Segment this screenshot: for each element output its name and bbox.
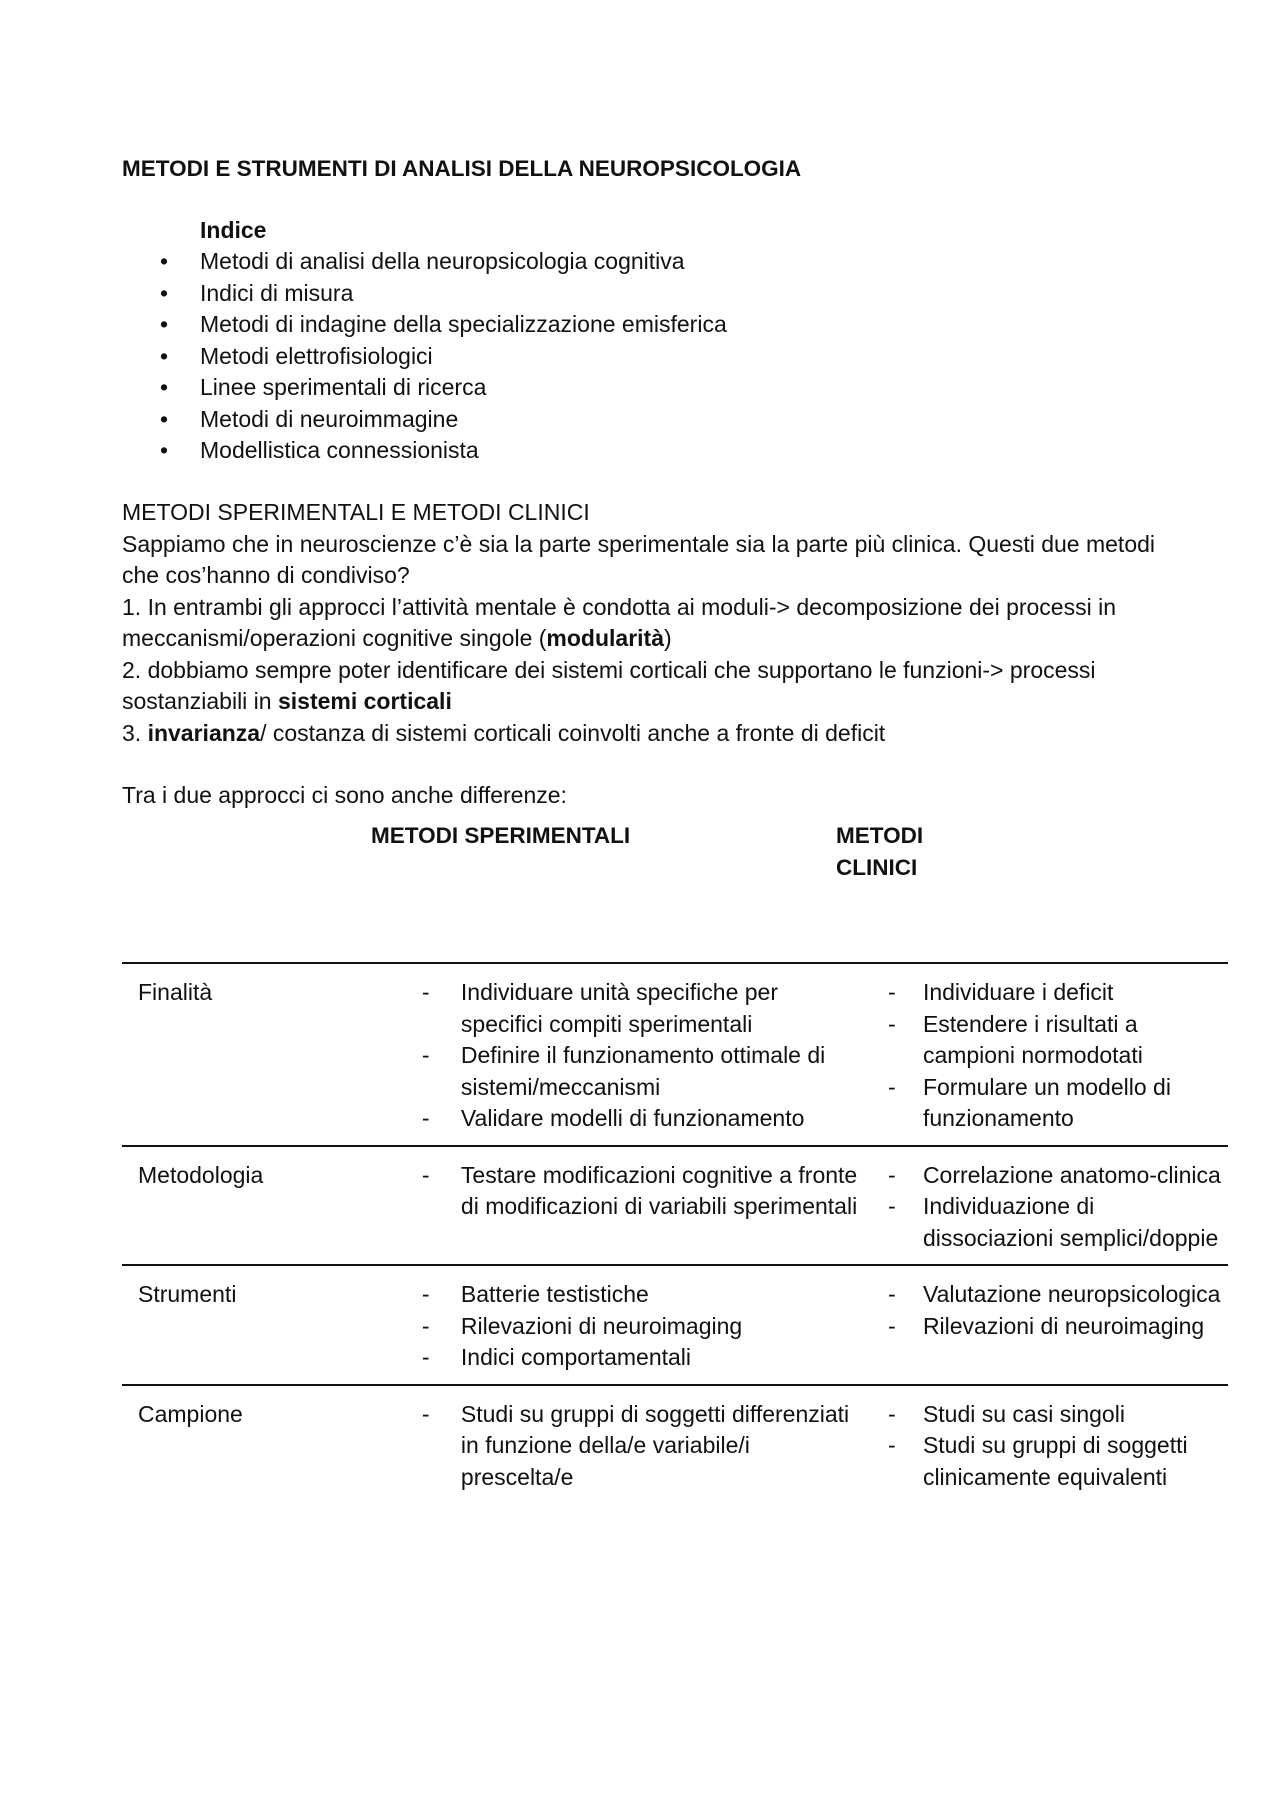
dash-icon: - — [887, 1161, 896, 1188]
point-3-prefix: 3. — [122, 719, 148, 746]
section-methods — [122, 497, 1182, 749]
table-row — [122, 963, 1228, 1146]
row-label: Strumenti — [122, 1265, 400, 1385]
bullet-icon: • — [160, 279, 169, 306]
point-1-keyword: modularità — [546, 625, 664, 651]
clinical-cell — [860, 1146, 1228, 1266]
bullet-icon: • — [160, 311, 169, 337]
list-item-text: Individuare unità specifiche per specifici compiti sperimentali — [460, 979, 778, 1037]
clinical-cell — [860, 963, 1228, 1146]
list-item-text: Testare modificazioni cognitive a fronte di modificazioni di variabili sperimentali — [460, 1161, 858, 1219]
list-item-text: Rilevazioni di neuroimaging — [460, 1312, 743, 1339]
list-item — [400, 1279, 860, 1311]
list-item-text: Studi su gruppi di soggetti differenziati in funzione della/e variabile/i prescelta/e — [460, 1400, 850, 1490]
list-item — [400, 1342, 860, 1374]
list-item-text: Validare modelli di funzionamento — [460, 1105, 805, 1131]
table-row — [122, 1265, 1228, 1385]
clinical-cell — [860, 1265, 1228, 1385]
experimental-cell — [400, 1146, 860, 1266]
list-item-text: Formulare un modello di funzionamento — [922, 1073, 1171, 1131]
clinical-cell — [860, 1385, 1228, 1504]
index-item — [160, 341, 727, 373]
bullet-icon: • — [160, 405, 169, 432]
list-item-text: Individuazione di dissociazioni semplici/doppie — [922, 1193, 1219, 1251]
row-label: Metodologia — [122, 1146, 400, 1266]
index-item-label: Linee sperimentali di ricerca — [200, 374, 487, 400]
list-item — [860, 1311, 1228, 1343]
list-item — [400, 1399, 860, 1494]
list-item — [400, 1160, 860, 1223]
list-item-text: Correlazione anatomo-clinica — [922, 1161, 1221, 1188]
index-item-label: Metodi di analisi della neuropsicologia cognitiva — [200, 248, 685, 274]
point-1-end: ) — [664, 625, 672, 651]
index-item-label: Indici di misura — [200, 279, 354, 306]
list-item — [860, 1399, 1228, 1431]
list-item — [860, 1072, 1228, 1135]
bullet-icon: • — [160, 248, 169, 274]
list-item — [400, 1103, 860, 1135]
experimental-cell — [400, 963, 860, 1146]
list-item — [860, 1430, 1228, 1493]
dash-icon: - — [421, 1042, 430, 1068]
dash-icon: - — [421, 1161, 430, 1188]
index-item — [160, 309, 727, 341]
dash-icon: - — [421, 1312, 430, 1339]
index-heading: Indice — [200, 217, 267, 243]
index-item — [160, 278, 727, 310]
experimental-cell — [400, 1265, 860, 1385]
index-item-label: Metodi elettrofisiologici — [200, 342, 433, 369]
dash-icon: - — [421, 1344, 430, 1370]
index-item-label: Metodi di indagine della specializzazione emisferica — [200, 311, 727, 337]
index-item — [160, 246, 727, 278]
dash-icon: - — [421, 979, 430, 1005]
list-item — [400, 977, 860, 1040]
dash-icon: - — [421, 1400, 430, 1427]
dash-icon: - — [421, 1281, 430, 1307]
list-item — [860, 1191, 1228, 1254]
table-row — [122, 1385, 1228, 1504]
index-item — [160, 372, 727, 404]
differences-intro: Tra i due approcci ci sono anche differenze: — [122, 782, 567, 808]
section-intro: Sappiamo che in neuroscienze c’è sia la parte sperimentale sia la parte più clinica. Questi due metodi che cos’hanno di condiviso? — [122, 530, 1156, 588]
list-item-text: Studi su gruppi di soggetti clinicamente equivalenti — [922, 1432, 1188, 1490]
list-item-text: Rilevazioni di neuroimaging — [922, 1312, 1205, 1339]
experimental-cell — [400, 1385, 860, 1504]
column-heading-experimental: METODI SPERIMENTALI — [371, 823, 631, 848]
dash-icon: - — [887, 1193, 896, 1219]
point-3-text: / costanza di sistemi corticali coinvolti anche a fronte di deficit — [260, 719, 886, 746]
dash-icon: - — [887, 1073, 896, 1100]
point-2 — [122, 655, 1182, 718]
document-title: METODI E STRUMENTI DI ANALISI DELLA NEUROPSICOLOGIA — [122, 156, 802, 181]
section-heading: METODI SPERIMENTALI E METODI CLINICI — [122, 499, 590, 525]
dash-icon: - — [887, 979, 896, 1005]
point-1 — [122, 592, 1182, 655]
dash-icon: - — [887, 1010, 896, 1037]
list-item-text: Valutazione neuropsicologica — [922, 1281, 1221, 1307]
column-heading-clinical-line2: CLINICI — [836, 855, 918, 880]
index-list — [160, 246, 727, 467]
point-3 — [122, 718, 1182, 750]
list-item-text: Individuare i deficit — [922, 979, 1114, 1005]
index-item — [160, 435, 727, 467]
dash-icon: - — [887, 1312, 896, 1339]
list-item-text: Indici comportamentali — [460, 1344, 692, 1370]
column-heading-clinical — [836, 820, 976, 884]
point-2-text: 2. dobbiamo sempre poter identificare dei sistemi corticali che supportano le funzioni-> processi sostanziabili in — [122, 656, 1096, 714]
bullet-icon: • — [160, 437, 169, 463]
index-item — [160, 404, 727, 436]
row-label: Finalità — [122, 963, 400, 1146]
dash-icon: - — [887, 1432, 896, 1458]
list-item — [860, 1279, 1228, 1311]
list-item-text: Studi su casi singoli — [922, 1400, 1125, 1427]
list-item — [400, 1311, 860, 1343]
dash-icon: - — [887, 1400, 896, 1427]
point-2-keyword: sistemi corticali — [277, 688, 452, 714]
list-item-text: Batterie testistiche — [460, 1281, 649, 1307]
point-1-text: 1. In entrambi gli approcci l’attività mentale è condotta ai moduli-> decomposizione dei processi in meccanismi/operazioni cognitive singole ( — [122, 593, 1116, 651]
bullet-icon: • — [160, 374, 169, 400]
point-3-keyword: invarianza — [147, 719, 261, 746]
comparison-table — [122, 962, 1228, 1503]
list-item-text: Definire il funzionamento ottimale di sistemi/meccanismi — [460, 1042, 826, 1100]
index-item-label: Modellistica connessionista — [200, 437, 479, 463]
table-row — [122, 1146, 1228, 1266]
column-heading-clinical-line1: METODI — [836, 823, 924, 848]
list-item — [400, 1040, 860, 1103]
index-item-label: Metodi di neuroimmagine — [200, 405, 459, 432]
row-label: Campione — [122, 1385, 400, 1504]
list-item-text: Estendere i risultati a campioni normodotati — [922, 1010, 1143, 1068]
bullet-icon: • — [160, 342, 169, 369]
dash-icon: - — [421, 1105, 430, 1131]
list-item — [860, 977, 1228, 1009]
list-item — [860, 1009, 1228, 1072]
list-item — [860, 1160, 1228, 1192]
dash-icon: - — [887, 1281, 896, 1307]
